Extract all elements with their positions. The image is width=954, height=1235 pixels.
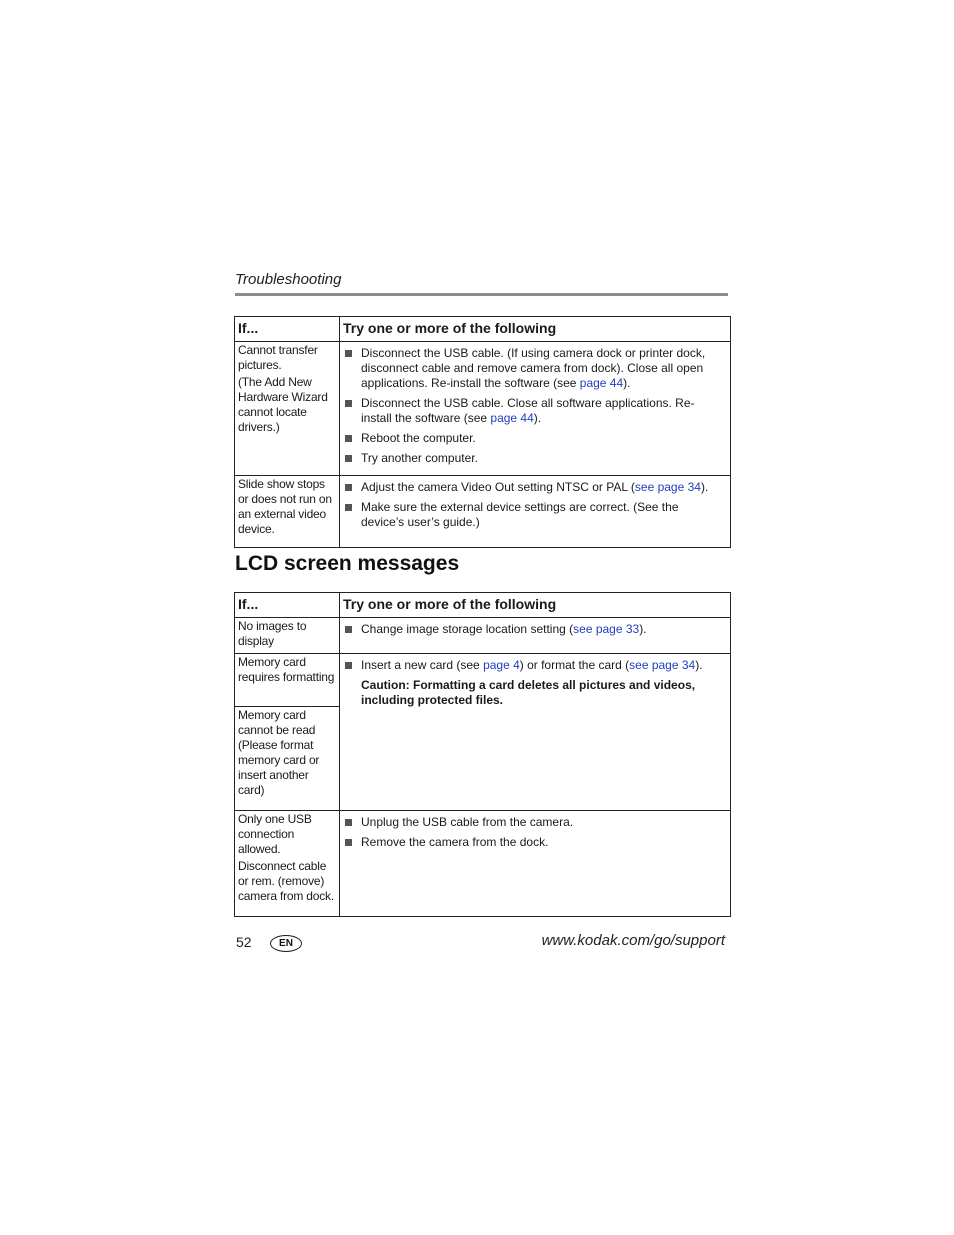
- col-if-header: If...: [235, 593, 340, 618]
- table-header-row: [235, 593, 731, 618]
- table-row: [235, 811, 731, 917]
- list-item: Disconnect the USB cable. (If using camera dock or printer dock, disconnect cable and remove camera from dock). Close all open applications. Re-install the software (see page 44).: [343, 346, 720, 391]
- condition-text: Only one USB connection allowed.: [238, 812, 312, 856]
- condition-text: Slide show stops or does not run on an external video device.: [238, 477, 332, 536]
- language-badge: EN: [270, 935, 302, 952]
- table-row: [235, 476, 731, 548]
- table-header-row: [235, 317, 731, 342]
- condition-text: (The Add New Hardware Wizard cannot locate drivers.): [238, 375, 328, 434]
- condition-text: No images to display: [238, 619, 307, 648]
- square-bullet-icon: [345, 484, 352, 491]
- page-number: 52: [236, 934, 252, 950]
- list-item: Make sure the external device settings are correct. (See the device’s user’s guide.): [343, 500, 720, 530]
- page-link[interactable]: see page 34: [634, 480, 701, 494]
- condition-cell: [235, 654, 340, 707]
- square-bullet-icon: [345, 662, 352, 669]
- square-bullet-icon: [345, 455, 352, 462]
- col-try-header: Try one or more of the following: [340, 317, 731, 342]
- square-bullet-icon: [345, 400, 352, 407]
- list-item: Try another computer.: [343, 451, 720, 466]
- condition-cell: [235, 618, 340, 654]
- list-item: Unplug the USB cable from the camera.: [343, 815, 720, 830]
- page-link[interactable]: see page 34: [629, 658, 696, 672]
- condition-text: Memory card cannot be read (Please format memory card or insert another card): [238, 708, 320, 797]
- list-item: Reboot the computer.: [343, 431, 720, 446]
- condition-cell: [235, 811, 340, 917]
- action-cell: [340, 342, 731, 476]
- lcd-messages-table: [234, 592, 731, 917]
- list-item: Disconnect the USB cable. Close all software applications. Re-install the software (see page 44).: [343, 396, 720, 426]
- condition-text: Memory card requires formatting: [238, 655, 335, 684]
- page-link[interactable]: page 44: [490, 411, 534, 425]
- action-cell: [340, 476, 731, 548]
- square-bullet-icon: [345, 626, 352, 633]
- square-bullet-icon: [345, 435, 352, 442]
- col-if-header: If...: [235, 317, 340, 342]
- list-item: Change image storage location setting (see page 33).: [343, 622, 720, 637]
- troubleshooting-table: [234, 316, 731, 548]
- condition-cell: [235, 707, 340, 811]
- list-item: Adjust the camera Video Out setting NTSC or PAL (see page 34).: [343, 480, 720, 495]
- square-bullet-icon: [345, 504, 352, 511]
- support-url[interactable]: www.kodak.com/go/support: [541, 932, 725, 949]
- table-row: [235, 654, 731, 707]
- square-bullet-icon: [345, 350, 352, 357]
- page-link[interactable]: page 4: [483, 658, 520, 672]
- square-bullet-icon: [345, 839, 352, 846]
- page-link[interactable]: page 44: [579, 376, 624, 390]
- header-divider: [235, 293, 728, 296]
- condition-cell: [235, 342, 340, 476]
- section-heading: LCD screen messages: [235, 552, 460, 575]
- caution-note: Caution: Formatting a card deletes all pictures and videos, including protected files.: [361, 678, 696, 707]
- table-row: [235, 342, 731, 476]
- list-item: Remove the camera from the dock.: [343, 835, 720, 850]
- section-title: Troubleshooting: [235, 271, 342, 288]
- condition-text: Disconnect cable or rem. (remove) camera from dock.: [238, 859, 334, 903]
- action-cell: [340, 618, 731, 654]
- square-bullet-icon: [345, 819, 352, 826]
- condition-text: Cannot transfer pictures.: [238, 343, 318, 372]
- col-try-header: Try one or more of the following: [340, 593, 731, 618]
- action-cell: [340, 654, 731, 811]
- condition-cell: [235, 476, 340, 548]
- page-link[interactable]: see page 33: [573, 622, 640, 636]
- table-row: [235, 618, 731, 654]
- action-cell: [340, 811, 731, 917]
- list-item: Insert a new card (see page 4) or format the card (see page 34).: [343, 658, 720, 673]
